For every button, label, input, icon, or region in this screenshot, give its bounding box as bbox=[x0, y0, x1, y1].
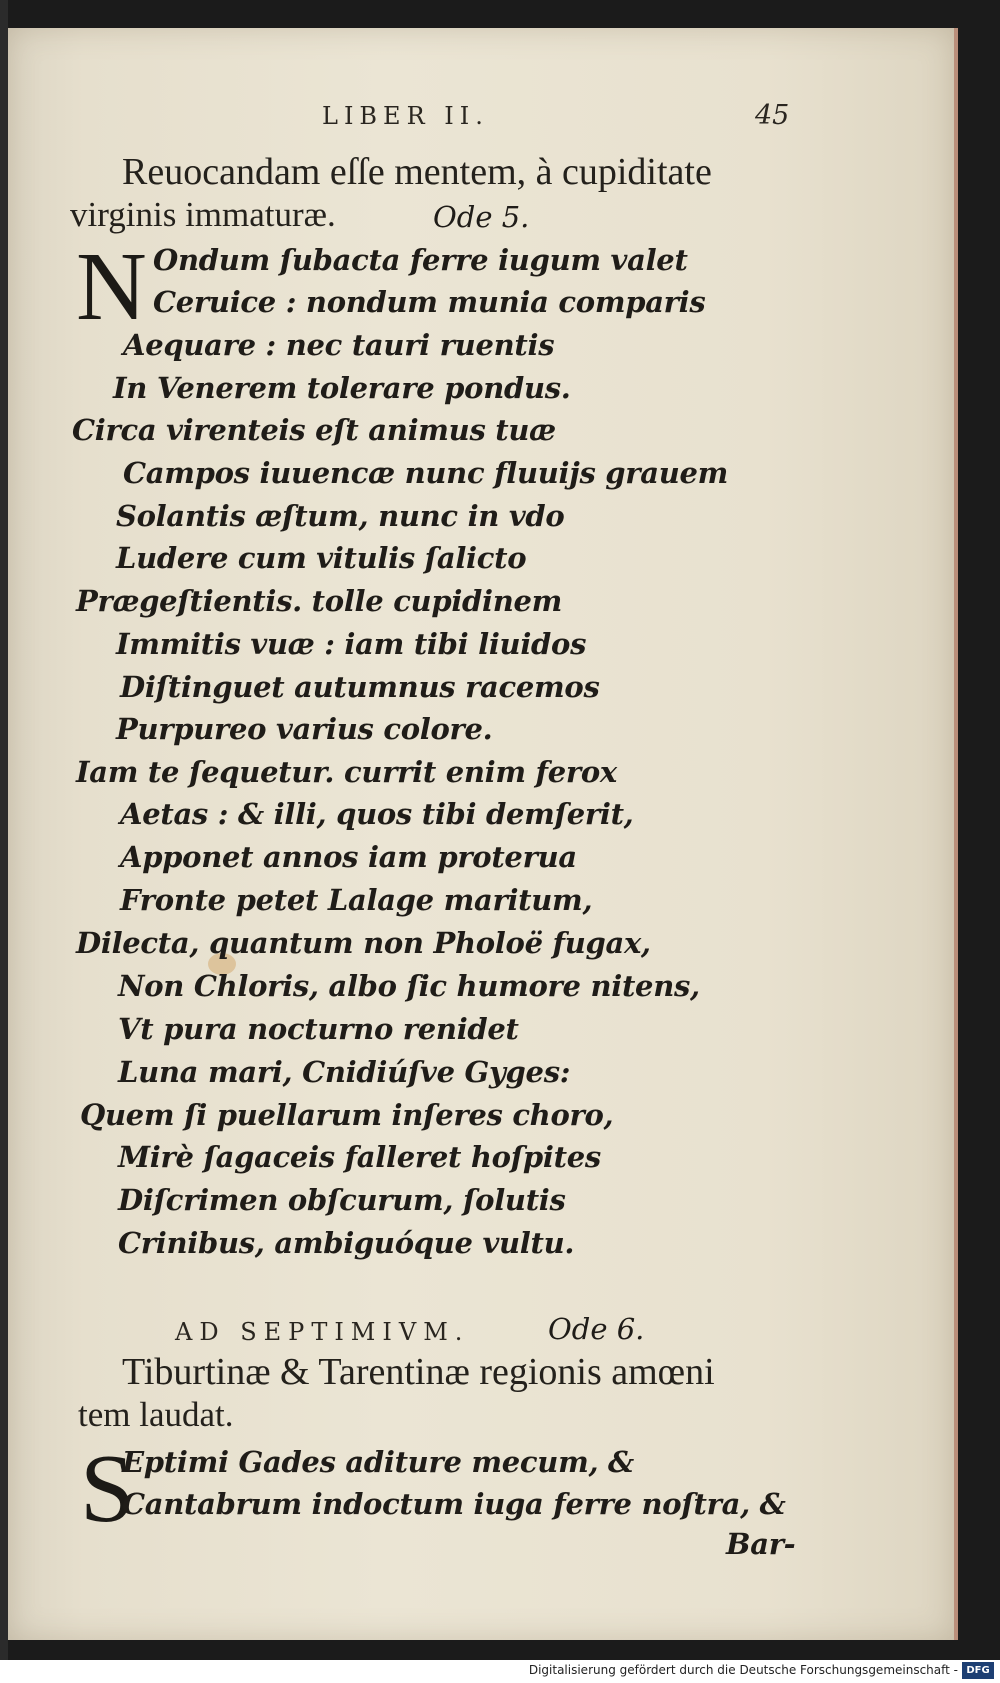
ode5-verse-line: Purpureo varius colore. bbox=[116, 712, 493, 746]
ode5-verse-line: Ceruice : nondum munia comparis bbox=[153, 285, 706, 319]
ode5-verse-line: Diſtinguet autumnus racemos bbox=[120, 670, 600, 704]
page-gutter-edge bbox=[0, 0, 8, 1660]
ode5-verse-line: Ludere cum vitulis ſalicto bbox=[116, 541, 527, 575]
ode5-argument-line-1: Reuocandam eſſe mentem, à cupiditate bbox=[122, 151, 712, 193]
ode5-verse-line: Solantis æſtum, nunc in vdo bbox=[116, 499, 565, 533]
ode5-verse-line: Mirè ſagaceis falleret hoſpites bbox=[118, 1140, 601, 1174]
ode5-verse-line: Crinibus, ambiguóque vultu. bbox=[118, 1226, 575, 1260]
ode6-argument-line-2: tem laudat. bbox=[78, 1395, 234, 1434]
page-number: 45 bbox=[755, 100, 790, 131]
running-head: LIBER II. bbox=[322, 102, 489, 130]
ode5-verse-line: Aetas : & illi, quos tibi demſerit, bbox=[120, 797, 634, 831]
ode5-verse-line: Fronte petet Lalage maritum, bbox=[120, 883, 593, 917]
ode5-verse-line: Apponet annos iam proterua bbox=[120, 840, 577, 874]
dfg-logo: DFG bbox=[962, 1662, 994, 1679]
ode5-verse-line: Iam te ſequetur. currit enim ferox bbox=[76, 755, 617, 789]
digitization-credit: Digitalisierung gefördert durch die Deutsche Forschungsgemeinschaft - bbox=[528, 1663, 958, 1677]
ode6-argument-line-1: Tiburtinæ & Tarentinæ regionis amœni bbox=[122, 1351, 715, 1393]
catchword: Bar- bbox=[726, 1527, 796, 1561]
ode5-verse-line: Dilecta, quantum non Pholoë fugax, bbox=[76, 926, 651, 960]
ode6-drop-initial: S bbox=[80, 1435, 135, 1543]
ode5-verse-line: Circa virenteis eſt animus tuæ bbox=[72, 413, 556, 447]
ode5-drop-initial: N bbox=[76, 233, 147, 341]
ode5-verse-line: Non Chloris, albo ſic humore nitens, bbox=[118, 969, 700, 1003]
ode6-verse-line: Eptimi Gades aditure mecum, & bbox=[122, 1445, 634, 1479]
ode6-label: Ode 6. bbox=[548, 1312, 645, 1346]
ode5-verse-line: Prægeſtientis. tolle cupidinem bbox=[76, 584, 563, 618]
ode5-verse-line: Campos iuuencæ nunc fluuijs grauem bbox=[123, 456, 729, 490]
ode5-verse-line: Aequare : nec tauri ruentis bbox=[123, 328, 555, 362]
ode5-verse-line: In Venerem tolerare pondus. bbox=[113, 371, 571, 405]
footer-bar bbox=[0, 1660, 1000, 1683]
ode5-argument-line-2: virginis immaturæ. bbox=[70, 195, 336, 234]
ode5-verse-line: Luna mari, Cnidiúſve Gyges: bbox=[118, 1055, 571, 1089]
ode5-verse-line: Ondum ſubacta ferre iugum valet bbox=[153, 243, 688, 277]
ode6-heading: AD SEPTIMIVM. bbox=[175, 1318, 470, 1346]
ode5-verse-line: Immitis vuæ : iam tibi liuidos bbox=[116, 627, 587, 661]
ode5-verse-line: Quem ſi puellarum inſeres choro, bbox=[80, 1098, 614, 1132]
ode5-verse-line: Diſcrimen obſcurum, ſolutis bbox=[118, 1183, 566, 1217]
ode5-label: Ode 5. bbox=[433, 200, 530, 234]
ode5-verse-line: Vt pura nocturno renidet bbox=[118, 1012, 519, 1046]
ode6-verse-line: Cantabrum indoctum iuga ferre noſtra, & bbox=[122, 1487, 786, 1521]
